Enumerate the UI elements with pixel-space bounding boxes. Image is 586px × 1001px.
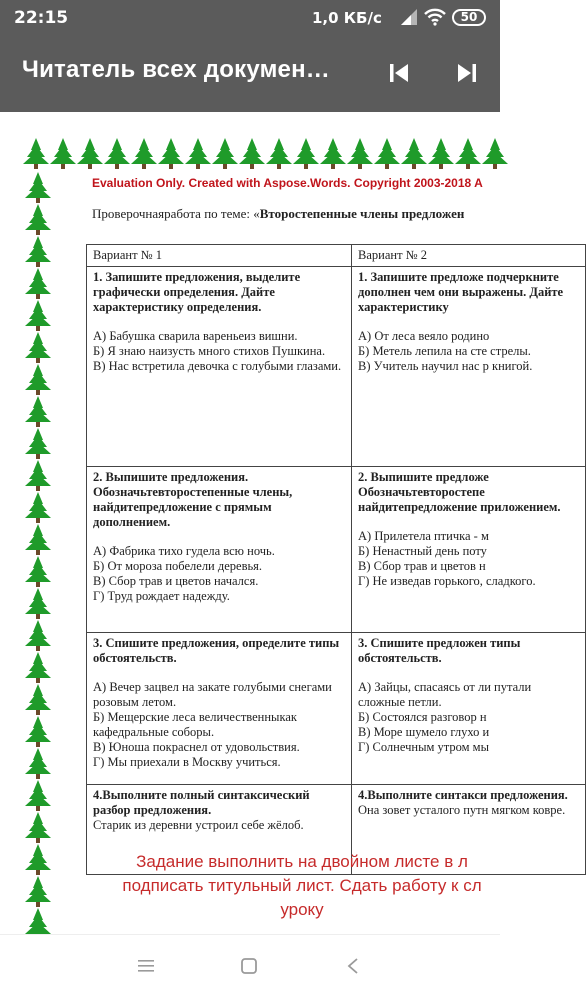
christmas-tree-icon	[347, 138, 373, 169]
christmas-tree-icon	[25, 556, 51, 587]
task-question: 2. Выпишите предложения. Обозначьтевторостепенные члены, найдитепредложение с прямым дополнением.	[93, 470, 293, 529]
christmas-tree-icon	[25, 268, 51, 299]
test-table	[86, 244, 586, 875]
christmas-tree-icon	[25, 460, 51, 491]
instruction-line: подписать титульный лист. Сдать работу к сл	[122, 876, 482, 895]
christmas-tree-icon	[25, 524, 51, 555]
christmas-tree-icon	[104, 138, 130, 169]
status-bar	[0, 0, 500, 36]
assignment-instructions	[92, 850, 512, 922]
table-row	[87, 467, 586, 633]
status-time: 22:15	[14, 8, 69, 28]
christmas-tree-icon	[374, 138, 400, 169]
task-item: В) Учитель научил нас р книгой.	[358, 359, 533, 373]
task-cell	[352, 467, 586, 633]
table-row	[87, 267, 586, 467]
task-item: А) Зайцы, спасаясь от ли путали сложные петли.	[358, 680, 532, 709]
signal-icon	[400, 8, 418, 26]
task-cell	[87, 467, 352, 633]
app-title: Читатель всех докумен…	[22, 56, 330, 83]
task-question: 2. Выпишите предложе Обозначьтевторостепе найдитепредложение приложением.	[358, 470, 561, 514]
christmas-tree-icon	[131, 138, 157, 169]
christmas-tree-icon	[158, 138, 184, 169]
christmas-tree-icon	[320, 138, 346, 169]
task-item: Б) От мороза побелели деревья.	[93, 559, 263, 573]
christmas-tree-icon	[25, 364, 51, 395]
task-item: В) Сбор трав и цветов начался.	[93, 574, 259, 588]
task-item: А) От леса веяло родино	[358, 329, 490, 343]
task-cell	[87, 267, 352, 467]
christmas-tree-icon	[185, 138, 211, 169]
system-nav-bar	[0, 934, 500, 1001]
christmas-tree-icon	[25, 332, 51, 363]
christmas-tree-icon	[428, 138, 454, 169]
christmas-tree-icon	[293, 138, 319, 169]
task-item: Она зовет усталого путн мягком ковре.	[358, 803, 566, 817]
network-speed: 1,0 КБ/с	[312, 9, 382, 27]
task-question: 3. Спишите предложен типы обстоятельств.	[358, 636, 521, 665]
christmas-tree-icon	[25, 428, 51, 459]
christmas-tree-icon	[25, 844, 51, 875]
task-cell	[352, 633, 586, 785]
task-item: В) Юноша покраснел от удовольствия.	[93, 740, 300, 754]
task-item: Б) Метель лепила на сте стрелы.	[358, 344, 531, 358]
christmas-tree-icon	[25, 588, 51, 619]
task-item: Старик из деревни устроил себе жёлоб.	[93, 818, 304, 832]
christmas-tree-icon	[50, 138, 76, 169]
task-cell	[87, 633, 352, 785]
christmas-tree-icon	[25, 812, 51, 843]
task-item: А) Прилетела птичка - м	[358, 529, 489, 543]
christmas-tree-icon	[25, 876, 51, 907]
christmas-tree-icon	[25, 780, 51, 811]
christmas-tree-border-top	[22, 136, 502, 172]
task-question: 1. Запишите предложения, выделите графически определения. Дайте характеристику определения.	[93, 270, 301, 314]
christmas-tree-icon	[455, 138, 481, 169]
task-item: Г) Мы приехали в Москву учиться.	[93, 755, 281, 769]
christmas-tree-icon	[266, 138, 292, 169]
back-icon[interactable]	[346, 957, 360, 975]
christmas-tree-icon	[25, 396, 51, 427]
christmas-tree-icon	[212, 138, 238, 169]
table-row	[87, 633, 586, 785]
christmas-tree-icon	[25, 652, 51, 683]
christmas-tree-icon	[25, 204, 51, 235]
skip-previous-icon[interactable]	[388, 62, 410, 84]
header-variant-1: Вариант № 1	[87, 245, 352, 267]
christmas-tree-icon	[25, 716, 51, 747]
table-header-row	[87, 245, 586, 267]
subject-prefix: Проверочнаяработа по теме: «	[92, 206, 260, 221]
christmas-tree-border-left	[22, 172, 58, 932]
menu-icon[interactable]	[138, 959, 154, 973]
task-item: Б) Состоялся разговор н	[358, 710, 487, 724]
task-item: Г) Труд рождает надежду.	[93, 589, 230, 603]
subject-line	[92, 206, 464, 222]
app-bar	[0, 36, 500, 112]
task-item: В) Нас встретила девочка с голубыми глазами.	[93, 359, 342, 373]
battery-icon: 50	[452, 9, 486, 26]
task-item: В) Сбор трав и цветов н	[358, 559, 486, 573]
christmas-tree-icon	[25, 492, 51, 523]
task-item: Б) Мещерские леса величественныкак кафедральные соборы.	[93, 710, 297, 739]
christmas-tree-icon	[401, 138, 427, 169]
task-item: А) Бабушка сварила вареньеиз вишни.	[93, 329, 298, 343]
christmas-tree-icon	[23, 138, 49, 169]
christmas-tree-icon	[77, 138, 103, 169]
christmas-tree-icon	[25, 620, 51, 651]
task-question: 1. Запишите предложе подчеркните дополнен чем они выражены. Дайте характеристику	[358, 270, 564, 314]
task-item: В) Море шумело глухо и	[358, 725, 490, 739]
task-item: Б) Ненастный день поту	[358, 544, 487, 558]
task-item: Г) Солнечным утром мы	[358, 740, 489, 754]
christmas-tree-icon	[25, 684, 51, 715]
header-variant-2: Вариант № 2	[352, 245, 586, 267]
christmas-tree-icon	[482, 138, 508, 169]
instruction-line: Задание выполнить на двойном листе в л	[136, 852, 468, 871]
christmas-tree-icon	[25, 236, 51, 267]
task-item: Г) Не изведав горького, сладкого.	[358, 574, 536, 588]
subject-title: Второстепенные члены предложен	[259, 206, 465, 221]
skip-next-icon[interactable]	[456, 62, 478, 84]
christmas-tree-icon	[25, 172, 51, 203]
task-cell	[352, 267, 586, 467]
task-item: Б) Я знаю наизусть много стихов Пушкина.	[93, 344, 326, 358]
task-item: А) Фабрика тихо гудела всю ночь.	[93, 544, 275, 558]
christmas-tree-icon	[239, 138, 265, 169]
task-question: 4.Выполните полный синтаксический разбор предложения.	[93, 788, 310, 817]
task-question: 3. Спишите предложения, определите типы обстоятельств.	[93, 636, 340, 665]
evaluation-notice: Evaluation Only. Created with Aspose.Words. Copyright 2003-2018 A	[92, 176, 483, 190]
home-icon[interactable]	[240, 957, 258, 975]
christmas-tree-icon	[25, 748, 51, 779]
task-question: 4.Выполните синтакси предложения.	[358, 788, 568, 802]
document-page[interactable]	[0, 112, 568, 934]
instruction-line: уроку	[280, 900, 324, 919]
task-item: А) Вечер зацвел на закате голубыми снегами розовым летом.	[93, 680, 332, 709]
christmas-tree-icon	[25, 300, 51, 331]
wifi-icon	[424, 8, 446, 26]
